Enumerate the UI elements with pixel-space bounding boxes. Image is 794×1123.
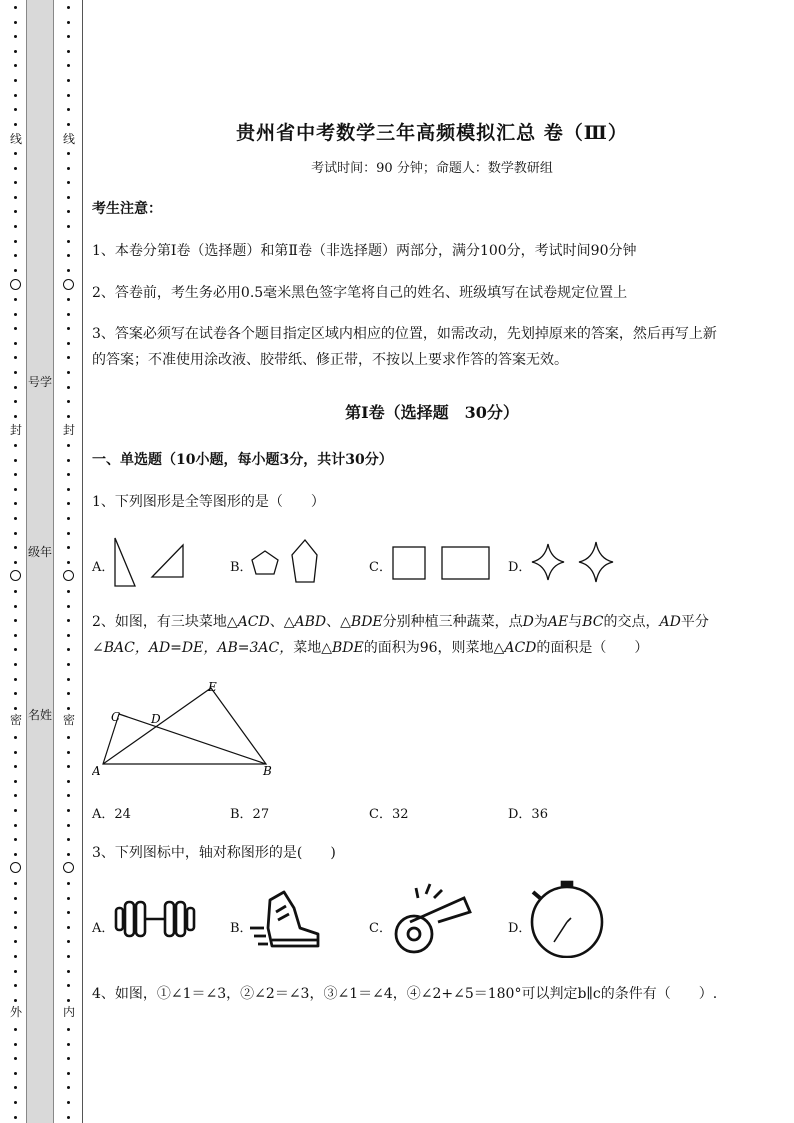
binding-dot [14,1057,17,1060]
pentagon-small-icon [252,551,278,574]
binding-dot [14,648,17,651]
q2-var: BC [582,614,604,630]
binding-dot [67,1101,70,1104]
binding-dot [14,167,17,170]
q3-option-icons [92,878,772,958]
binding-dot [14,6,17,9]
q2-text: 与 [568,614,583,630]
binding-dot [67,765,70,768]
binding-dot [67,663,70,666]
binding-dot [14,663,17,666]
binding-dot [67,473,70,476]
name-label: 名姓 [27,708,52,722]
inner-mark-inside: 内 [62,1005,75,1019]
binding-dot [14,79,17,82]
point-b-label: B [263,764,272,778]
binding-dot [14,838,17,841]
q2-text: 平分 [680,614,709,630]
question-2-line-2 [92,635,648,661]
q2-var: ACD [237,614,270,630]
binding-dot [14,64,17,67]
binding-dot [14,824,17,827]
binding-dot [14,911,17,914]
q1-option-c-label: C． [369,560,392,575]
binding-dot [14,108,17,111]
binding-dot [14,488,17,491]
outer-mark-line: 线 [9,132,22,146]
exam-info: 考试时间：90 分钟；命题人：数学教研组 [311,161,553,176]
binding-dot [14,313,17,316]
binding-dot [14,765,17,768]
binding-dot [14,1116,17,1119]
binding-dot [14,35,17,38]
binding-dot [67,692,70,695]
right-triangle-tall-icon [115,538,135,586]
binding-dot [67,561,70,564]
q2-option-d: D．36 [508,807,548,822]
binding-dot [14,1072,17,1075]
binding-dot [14,1101,17,1104]
binding-dot [14,940,17,943]
q2-var: AE [547,614,569,630]
binding-dot [67,809,70,812]
binding-dot [14,780,17,783]
binding-dot [14,999,17,1002]
point-e-label: E [208,680,217,694]
binding-dot [67,108,70,111]
binding-dot [67,79,70,82]
binding-dot [14,298,17,301]
binding-dot [14,590,17,593]
q3-option-b-label: B． [230,921,253,936]
notice-item-3: 3、答案必须写在试卷各个题目指定区域内相应的位置，如需改动，先划掉原来的答案，然后再写上新 [92,326,717,342]
binding-dot [14,955,17,958]
binding-dot [14,1043,17,1046]
rectangle-icon [442,547,489,579]
binding-dot [67,882,70,885]
q2-text: 菜地△ [293,640,332,656]
binding-dot [14,152,17,155]
binding-dot [14,619,17,622]
stopwatch-icon [532,882,602,957]
star-large-icon [579,542,613,582]
binding-dot [67,210,70,213]
pentagon-large-icon [292,540,317,582]
inner-mark-seal: 封 [62,423,75,437]
binding-dot [67,35,70,38]
binding-dot [67,517,70,520]
binding-dot [14,444,17,447]
binding-dot [67,21,70,24]
binding-dot [67,984,70,987]
part1-title: 第Ⅰ卷（选择题 30分） [345,403,519,422]
binding-dot [67,634,70,637]
q2-triangle-figure [92,678,292,782]
binding-dot [67,254,70,257]
binding-dot [14,707,17,710]
binding-dot [14,94,17,97]
q1-option-d-label: D． [508,560,532,575]
q2-text: 2、如图，有三块菜地△ [92,614,238,630]
inner-mark-line: 线 [62,132,75,146]
binding-dot [14,415,17,418]
binding-dot [14,50,17,53]
right-triangle-small-icon [152,545,183,577]
q3-option-c-label: C． [369,921,392,936]
star-small-icon [532,544,564,580]
binding-dot [14,502,17,505]
notice-heading: 考生注意： [92,201,162,217]
q2-option-b: B．27 [230,807,270,822]
binding-dot [14,532,17,535]
q2-conditions: ∠BAC，AD=DE，AB=3AC， [92,640,294,656]
q3-option-a-label: A． [92,921,115,936]
q1-option-b-label: B． [230,560,253,575]
binding-dot [14,210,17,213]
binding-dot [14,356,17,359]
outer-dotted-line [9,0,23,1123]
outer-mark-seal: 封 [9,423,22,437]
binding-dot [67,955,70,958]
binding-dot [67,488,70,491]
q2-text: 分别种植三种蔬菜，点 [382,614,523,630]
binding-dot [14,736,17,739]
binding-hole-mark [63,570,74,581]
q2-text: 、△ [269,614,295,630]
binding-dot [14,21,17,24]
whistle-icon [396,884,470,952]
binding-dot [14,809,17,812]
binding-dot [14,240,17,243]
running-shoe-icon [250,892,318,946]
binding-dot [14,561,17,564]
binding-dot [67,444,70,447]
binding-dot [67,181,70,184]
question-4-stem: 4、如图，①∠1＝∠3，②∠2＝∠3，③∠1＝∠4，④∠2+∠5＝180°可以判定b∥c的条件有（ ）. [92,986,718,1002]
binding-dot [67,940,70,943]
q2-text: 的面积是（ ） [536,640,649,656]
grade-label: 级年 [27,545,52,559]
question-3-stem: 3、下列图标中，轴对称图形的是( ) [92,845,336,861]
binding-dot [67,342,70,345]
binding-dot [67,298,70,301]
q2-var: BDE [332,640,364,656]
binding-dot [67,678,70,681]
binding-hole-mark [63,279,74,290]
student-id-label: 号学 [27,375,52,389]
q2-text: 的交点， [603,614,660,630]
binding-dot [67,897,70,900]
q1-option-figures [92,530,772,592]
question-2-line-1 [92,609,709,635]
point-a-label: A [92,764,101,778]
margin-divider [82,0,83,1123]
outer-mark-outside: 外 [9,1005,22,1019]
q2-text: 的面积为96，则菜地△ [363,640,505,656]
binding-dot [67,532,70,535]
binding-dot [67,167,70,170]
binding-dot [67,794,70,797]
q3-option-d-label: D． [508,921,532,936]
binding-dot [14,1028,17,1031]
binding-dot [67,400,70,403]
binding-dot [14,342,17,345]
q2-var: ABD [294,614,327,630]
binding-dot [67,123,70,126]
inner-dotted-line [62,0,76,1123]
binding-dot [14,692,17,695]
binding-dot [67,313,70,316]
binding-dot [14,254,17,257]
binding-dot [14,546,17,549]
binding-dot [14,853,17,856]
binding-dot [67,707,70,710]
binding-dot [14,123,17,126]
q2-text: 、△ [326,614,351,630]
binding-dot [14,473,17,476]
binding-dot [67,6,70,9]
binding-dot [67,1072,70,1075]
q1-option-a-label: A． [92,560,115,575]
binding-dot [14,634,17,637]
inner-mark-secret: 密 [62,713,75,727]
binding-dot [67,911,70,914]
binding-dot [67,64,70,67]
point-d-label: D [151,712,161,726]
binding-dot [14,605,17,608]
binding-dot [67,970,70,973]
binding-dot [14,984,17,987]
binding-dot [14,386,17,389]
question-1-stem: 1、下列图形是全等图形的是（ ） [92,494,325,510]
binding-dot [67,269,70,272]
binding-dot [14,181,17,184]
binding-dot [67,838,70,841]
binding-dot [67,356,70,359]
info-strip [26,0,54,1123]
binding-dot [14,225,17,228]
binding-dot [67,546,70,549]
binding-dot [67,327,70,330]
binding-dot [14,269,17,272]
binding-dot [14,517,17,520]
binding-dot [67,1043,70,1046]
binding-dot [67,999,70,1002]
binding-dot [67,94,70,97]
binding-dot [67,415,70,418]
binding-dot [67,605,70,608]
binding-hole-mark [10,279,21,290]
binding-dot [67,751,70,754]
binding-dot [67,1116,70,1119]
square-icon [393,547,425,579]
binding-dot [14,327,17,330]
binding-dot [67,1057,70,1060]
binding-dot [14,897,17,900]
binding-dot [67,590,70,593]
binding-dot [14,794,17,797]
binding-dot [67,619,70,622]
binding-dot [67,386,70,389]
binding-dot [14,970,17,973]
outer-mark-secret: 密 [9,713,22,727]
binding-dot [14,882,17,885]
binding-dot [14,196,17,199]
binding-dot [67,196,70,199]
binding-dot [67,824,70,827]
binding-dot [67,648,70,651]
section-heading: 一、单选题（10小题，每小题3分，共计30分） [92,452,393,468]
binding-dot [14,751,17,754]
binding-dot [14,1086,17,1089]
binding-dot [14,926,17,929]
binding-dot [67,240,70,243]
binding-dot [67,780,70,783]
notice-item-1: 1、本卷分第Ⅰ卷（选择题）和第Ⅱ卷（非选择题）两部分，满分100分，考试时间90分钟 [92,243,637,259]
binding-dot [67,459,70,462]
binding-dot [67,1086,70,1089]
binding-dot [14,371,17,374]
notice-item-2: 2、答卷前，考生务必用0.5毫米黑色签字笔将自己的姓名、班级填写在试卷规定位置上 [92,285,628,301]
binding-hole-mark [63,862,74,873]
binding-dot [67,225,70,228]
binding-dot [67,371,70,374]
binding-hole-mark [10,570,21,581]
binding-dot [67,853,70,856]
page-title: 贵州省中考数学三年高频模拟汇总 卷（Ⅲ） [236,122,628,144]
notice-item-3-cont: 的答案；不准使用涂改液、胶带纸、修正带，不按以上要求作答的答案无效。 [92,352,568,368]
q2-option-a: A．24 [92,807,131,822]
binding-dot [14,678,17,681]
point-c-label: C [111,710,121,724]
binding-dot [67,1028,70,1031]
q2-var: AD [659,614,681,630]
binding-dot [67,926,70,929]
q2-var: BDE [350,614,383,630]
binding-dot [67,736,70,739]
binding-hole-mark [10,862,21,873]
binding-dot [67,152,70,155]
q2-var: ACD [504,640,537,656]
binding-dot [14,459,17,462]
binding-dot [67,502,70,505]
q2-option-c: C．32 [369,807,409,822]
binding-dot [67,50,70,53]
q2-text: 为 [533,614,548,630]
binding-dot [14,400,17,403]
dumbbell-icon [116,902,194,936]
q2-var: D [522,614,534,630]
